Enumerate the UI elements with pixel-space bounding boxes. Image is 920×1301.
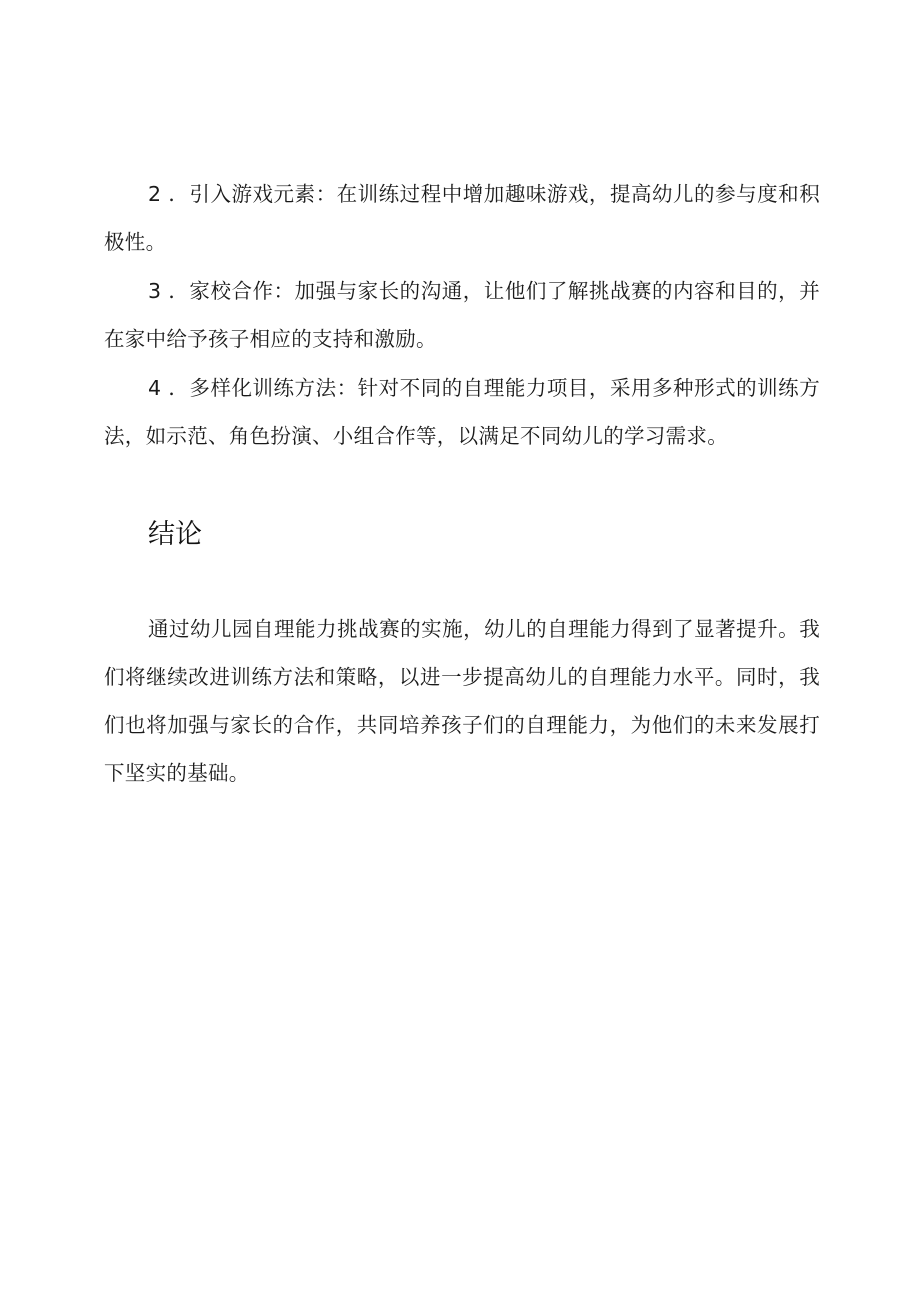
conclusion-paragraph: 通过幼儿园自理能力挑战赛的实施，幼儿的自理能力得到了显著提升。我们将继续改进训练方法和策略，以进一步提高幼儿的自理能力水平。同时，我们也将加强与家长的合作，共同培养孩子们的自理能力，为他们的未来发展打下坚实的基础。 [104, 617, 820, 785]
list-item-2: 2 ．引入游戏元素：在训练过程中增加趣味游戏，提高幼儿的参与度和积极性。 [104, 182, 820, 254]
list-item-3: 3 ．家校合作：加强与家长的沟通，让他们了解挑战赛的内容和目的，并在家中给予孩子相应的支持和激励。 [104, 279, 820, 351]
section-heading-conclusion: 结论 [148, 519, 202, 550]
list-item-4: 4 ．多样化训练方法：针对不同的自理能力项目，采用多种形式的训练方法，如示范、角色扮演、小组合作等，以满足不同幼儿的学习需求。 [104, 376, 820, 448]
page-content [104, 170, 820, 797]
